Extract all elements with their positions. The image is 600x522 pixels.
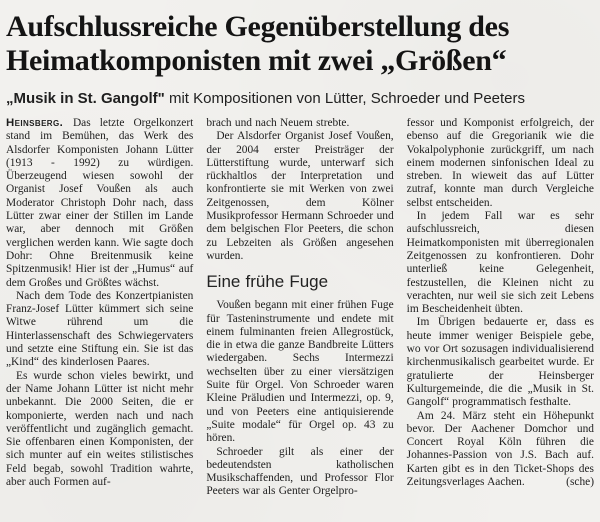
paragraph: Voußen begann mit einer frühen Fuge für Tasteninstrumente und endete mit einem fulminanten freien Allegrostück, die in etwa die ganze Bandbreite Lütters wiedergaben. Sechs Intermezzi wechselten über zu einer viersätzigen Suite für Orgel. Von Schroeder waren Kleine Präludien und Intermezzi, op. 9, und von Peeters eine antiquisierende „Suite modale“ für Orgel op. 43 zu hören. — [206, 299, 394, 445]
article-column-1 — [6, 117, 193, 499]
paragraph: Der Alsdorfer Organist Josef Voußen, der 2004 erster Preisträger der Lütterstiftung wurde, unterwarf sich rückhaltlos der Interpretation und konfrontierte sie mit Werken von zwei Zeitgenossen, dem Kölner Musikprofessor Hermann Schroeder und dem belgischen Flor Peeters, die schon zu Lebzeiten als Größen angesehen wurden. — [206, 130, 394, 262]
paragraph: Es wurde schon vieles bewirkt, und der Name Johann Lütter ist nicht mehr unbekannt. Die 2000 Seiten, die er komponierte, werden nach und nach veröffentlicht und zugänglich gemacht. Sie offenbaren einen Komponisten, der sich munter auf ein weites stilistisches Feld begab, sowohl Tradition wahrte, aber auch Formen auf- — [6, 369, 194, 489]
article-column-2 — [206, 117, 393, 499]
paragraph: Am 24. März steht ein Höhepunkt bevor. Der Aachener Domchor und Concert Royal Köln führen die Johannes-Passion von J.S. Bach auf. Karten gibt es in den Ticket-Shops des Zeitungsverlages Aachen. (sche) — [406, 409, 594, 489]
paragraph: Heinsberg. Das letzte Orgelkonzert stand im Bemühen, das Werk des Alsdorfer Komponisten Johann Lütter (1913 - 1992) zu würdigen. Überzeugend wiesen sowohl der Organist Josef Voußen als auch Moderator Christoph Dohr nach, dass Lütter zwar einer der Stillen im Lande war, aber dennoch mit Größen verglichen werden kann. Wie sagte doch Dohr: Ohne Breitenmusik keine Spitzenmusik! Hier ist der „Humus“ auf dem Großes und Größtes wächst. — [6, 117, 194, 289]
section-heading: Eine frühe Fuge — [206, 272, 329, 292]
paragraph: Im Übrigen bedauerte er, dass es heute immer weniger Beispiele gebe, wo vor Ort sozusagen individualisierend kirchenmusikalisch gearbeitet wurde. Er gratulierte der Heinsberger Kulturgemeinde, die die „Musik in St. Gangolf“ programmatisch festhalte. — [406, 316, 594, 409]
article-subhead — [6, 90, 594, 108]
paragraph: In jedem Fall war es sehr aufschlussreich, diesen Heimatkomponisten mit überregionalen Zeitgenossen zu konfrontieren. Dohr unterließ keine Gelegenheit, festzustellen, die Kleinen nicht zu verachten, nur weil sie sich zeit Lebens im Bescheidenheit übten. — [406, 210, 594, 316]
dateline: Heinsberg. — [6, 117, 73, 129]
article-columns — [6, 117, 594, 499]
article-headline — [6, 10, 594, 78]
headline-line-2: Heimatkomponisten mit zwei „Größen“ — [6, 44, 507, 77]
subhead-rest: mit Kompositionen von Lütter, Schroeder und Peeters — [164, 90, 526, 107]
paragraph: Nach dem Tode des Konzertpianisten Franz-Josef Lütter kümmert sich seine Witwe rührend um die Hinterlassenschaft des Schwiegervaters und setzte eine Stiftung ein. Sie ist das „Kind“ des kinderlosen Paares. — [6, 289, 194, 369]
author-signature: (sche) — [566, 476, 594, 489]
paragraph: brach und nach Neuem strebte. — [206, 117, 350, 129]
article-column-3 — [407, 117, 594, 499]
paragraph: Schroeder gilt als einer der bedeutendsten katholischen Musikschaffenden, und Professor Flor Peeters war als Genter Orgelpro- — [206, 445, 394, 498]
headline-line-1: Aufschlussreiche Gegenüberstellung des — [6, 10, 510, 43]
paragraph: fessor und Komponist erfolgreich, der ebenso auf die Gregorianik wie die Vokalpolyphonie zurückgriff, um nach einem modernen sinfonischen Ideal zu streben. In wieweit das auf Lütter zutraf, konnte man durch Vergleiche selbst entscheiden. — [406, 117, 594, 209]
subhead-series-title: „Musik in St. Gangolf" — [6, 90, 165, 107]
